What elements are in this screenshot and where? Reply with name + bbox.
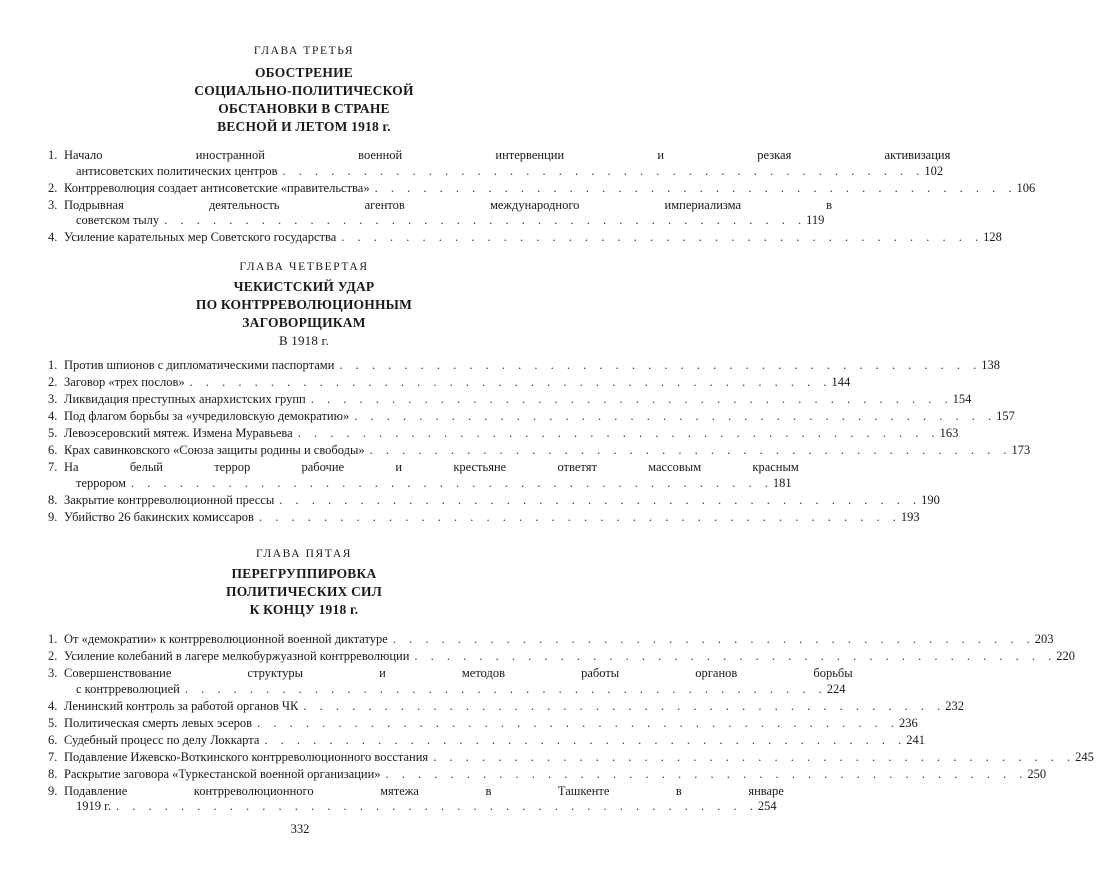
entry-number: 2. bbox=[48, 180, 58, 195]
chapter-title-line: ЧЕКИСТСКИЙ УДАР bbox=[233, 279, 375, 294]
entry-last-line bbox=[64, 358, 1013, 374]
entry-title-first-line: Подрывная деятельность агентов международного империализма в bbox=[64, 197, 833, 212]
chapter-4-entries bbox=[48, 358, 1031, 527]
toc-entry bbox=[48, 180, 1036, 197]
entry-last-line bbox=[64, 716, 931, 732]
entry-number: 2. bbox=[48, 649, 58, 663]
chapter-3-header bbox=[48, 44, 560, 136]
chapter-title-line: ЗАГОВОРЩИКАМ bbox=[242, 315, 366, 330]
chapter-title-line: ОБОСТРЕНИЕ bbox=[254, 65, 353, 80]
entry-title: Политическая смерть левых эсеров bbox=[64, 715, 253, 730]
entry-body bbox=[64, 767, 1059, 783]
toc-entry bbox=[48, 409, 1015, 425]
chapter-label: ГЛАВА ЧЕТВЕРТАЯ bbox=[239, 261, 369, 273]
entry-title-first-line: На белый террор рабочие и крестьяне ответят массовым красным bbox=[64, 460, 799, 474]
entry-title: Убийство 26 бакинских комиссаров bbox=[64, 509, 254, 524]
entry-page-number: 203 bbox=[1034, 632, 1054, 646]
entry-number: 3. bbox=[48, 197, 58, 212]
entry-last-line bbox=[64, 443, 1044, 459]
leader-dots: . . . . . . . . . . . . . . . . . . . . . . . . . . . . . . . . . . . . . . . . bbox=[374, 180, 1017, 195]
entry-body bbox=[64, 784, 790, 815]
entry-number: 7. bbox=[48, 460, 58, 474]
entry-last-line bbox=[64, 375, 864, 391]
chapter-4-header bbox=[48, 260, 560, 350]
toc-entry bbox=[48, 230, 1002, 246]
chapter-subtitle: В 1918 г. bbox=[278, 333, 330, 348]
entry-page-number: 181 bbox=[772, 475, 792, 490]
entry-page-number: 157 bbox=[996, 409, 1015, 423]
leader-dots: . . . . . . . . . . . . . . . . . . . . . . . . . . . . . . . . . . . . . . . . bbox=[339, 358, 982, 372]
chapter-title-line: ВЕСНОЙ И ЛЕТОМ 1918 г. bbox=[217, 119, 391, 134]
entry-number: 5. bbox=[48, 715, 58, 730]
entry-last-line bbox=[64, 733, 938, 749]
entry-last-line bbox=[64, 164, 956, 180]
entry-number: 3. bbox=[48, 666, 58, 680]
leader-dots: . . . . . . . . . . . . . . . . . . . . . . . . . . . . . . . . . . . . . . . . bbox=[297, 426, 940, 440]
entry-title: От «демократии» к контрреволюционной военной диктатуре bbox=[64, 632, 388, 646]
entry-body bbox=[64, 733, 938, 749]
chapter-3-entries bbox=[48, 148, 1036, 247]
leader-dots: . . . . . . . . . . . . . . . . . . . . . . . . . . . . . . . . . . . . . . . . bbox=[264, 732, 907, 747]
entry-title: с контрреволюцией bbox=[76, 681, 180, 696]
page-number: 332 bbox=[290, 822, 310, 836]
toc-entry bbox=[48, 426, 959, 442]
entry-title: Судебный процесс по делу Локкарта bbox=[64, 732, 260, 747]
leader-dots: . . . . . . . . . . . . . . . . . . . . . . . . . . . . . . . . . . . . . . . . bbox=[279, 492, 922, 507]
entry-number: 8. bbox=[48, 766, 58, 781]
toc-entry bbox=[48, 197, 833, 229]
toc-entry bbox=[48, 666, 853, 697]
toc-entry bbox=[48, 715, 918, 732]
toc-entry bbox=[48, 358, 1001, 374]
entry-page-number: 245 bbox=[1075, 749, 1094, 764]
leader-dots: . . . . . . . . . . . . . . . . . . . . . . . . . . . . . . . . . . . . . . . . bbox=[385, 766, 1028, 781]
entry-page-number: 173 bbox=[1011, 443, 1031, 457]
entry-body bbox=[64, 666, 859, 697]
leader-dots: . . . . . . . . . . . . . . . . . . . . . . . . . . . . . . . . . . . . . . . . bbox=[257, 715, 899, 730]
entry-title: террором bbox=[76, 475, 126, 490]
entry-title: Контрреволюция создает антисоветские «правительства» bbox=[64, 180, 370, 195]
entry-page-number: 154 bbox=[952, 392, 972, 406]
toc-entry bbox=[48, 732, 925, 749]
entry-title-first-line: Подавление контрреволюционного мятежа в Ташкенте в январе bbox=[64, 783, 784, 798]
entry-last-line bbox=[64, 493, 953, 509]
leader-dots: . . . . . . . . . . . . . . . . . . . . . . . . . . . . . . . . . . . . . . . . bbox=[341, 230, 984, 244]
entry-number: 9. bbox=[48, 783, 58, 798]
entry-body bbox=[64, 409, 1028, 425]
entry-last-line bbox=[64, 632, 1067, 648]
entry-last-line bbox=[64, 476, 805, 492]
entry-title: Крах савинковского «Союза защиты родины и свободы» bbox=[64, 443, 365, 457]
toc-entry bbox=[48, 509, 920, 526]
entry-title: Ликвидация преступных анархистских групп bbox=[64, 392, 306, 406]
leader-dots: . . . . . . . . . . . . . . . . . . . . . . . . . . . . . . . . . . . . . . . . bbox=[258, 509, 901, 524]
entry-number: 9. bbox=[48, 509, 58, 524]
entry-body bbox=[64, 716, 931, 732]
leader-dots: . . . . . . . . . . . . . . . . . . . . . . . . . . . . . . . . . . . . . . . . bbox=[354, 409, 997, 423]
entry-last-line bbox=[64, 682, 859, 698]
entry-title: Подавление Ижевско-Воткинского контрреволюционного восстания bbox=[64, 749, 429, 764]
entry-title: Левоэсеровский мятеж. Измена Муравьева bbox=[64, 426, 293, 440]
entry-title: Против шпионов с дипломатическими паспортами bbox=[64, 358, 335, 372]
entry-page-number: 102 bbox=[924, 163, 944, 178]
chapter-title-line: ПЕРЕГРУППИРОВКА bbox=[231, 566, 377, 581]
leader-dots: . . . . . . . . . . . . . . . . . . . . . . . . . . . . . . . . . . . . . . . . bbox=[282, 163, 925, 178]
entry-title: Усиление колебаний в лагере мелкобуржуазной контрреволюции bbox=[64, 649, 410, 663]
entry-last-line bbox=[64, 409, 1028, 425]
entry-page-number: 193 bbox=[900, 509, 920, 524]
entry-last-line bbox=[64, 767, 1059, 783]
entry-number: 4. bbox=[48, 230, 58, 244]
entry-title-first-line: Начало иностранной военной интервенции и резкая активизация bbox=[64, 148, 951, 162]
entry-number: 4. bbox=[48, 698, 58, 713]
chapter-label: ГЛАВА ПЯТАЯ bbox=[255, 548, 353, 560]
leader-dots: . . . . . . . . . . . . . . . . . . . . . . . . . . . . . . . . . . . . . . . . bbox=[414, 649, 1057, 663]
chapter-title-line: ОБСТАНОВКИ В СТРАНЕ bbox=[218, 101, 390, 116]
entry-title: Раскрытие заговора «Туркестанской военной организации» bbox=[64, 766, 381, 781]
entry-body bbox=[64, 148, 956, 179]
entry-page-number: 232 bbox=[945, 698, 964, 713]
chapter-5-header bbox=[48, 547, 560, 619]
entry-body bbox=[64, 750, 1107, 766]
entry-body bbox=[64, 426, 972, 442]
entry-last-line bbox=[64, 426, 972, 442]
entry-page-number: 250 bbox=[1027, 766, 1047, 781]
entry-last-line bbox=[64, 699, 977, 715]
entry-body bbox=[64, 699, 977, 715]
toc-entry bbox=[48, 749, 1094, 766]
toc-entry bbox=[48, 148, 951, 179]
leader-dots: . . . . . . . . . . . . . . . . . . . . . . . . . . . . . . . . . . . . . . . . bbox=[189, 375, 832, 389]
chapter-title-line: ПО КОНТРРЕВОЛЮЦИОННЫМ bbox=[195, 297, 413, 312]
leader-dots: . . . . . . . . . . . . . . . . . . . . . . . . . . . . . . . . . . . . . . . . bbox=[115, 799, 758, 813]
entry-page-number: 254 bbox=[757, 799, 777, 813]
leader-dots: . . . . . . . . . . . . . . . . . . . . . . . . . . . . . . . . . . . . . . . . bbox=[433, 749, 1076, 764]
entry-title-first-line: Совершенствование структуры и методов работы органов борьбы bbox=[64, 666, 853, 680]
entry-body bbox=[64, 632, 1067, 648]
toc-entry bbox=[48, 375, 851, 391]
chapter-5-entries bbox=[48, 632, 1094, 816]
chapter-label: ГЛАВА ТРЕТЬЯ bbox=[253, 45, 355, 57]
entry-title: Усиление карательных мер Советского государства bbox=[64, 230, 337, 244]
entry-page-number: 241 bbox=[906, 732, 925, 747]
toc-entry bbox=[48, 443, 1031, 459]
entry-number: 4. bbox=[48, 409, 58, 423]
entry-number: 1. bbox=[48, 358, 58, 372]
chapter-title-line: ПОЛИТИЧЕСКИХ СИЛ bbox=[226, 584, 382, 599]
entry-title: советском тылу bbox=[76, 213, 160, 227]
entry-page-number: 144 bbox=[831, 375, 851, 389]
entry-page-number: 106 bbox=[1016, 180, 1036, 195]
entry-page-number: 119 bbox=[806, 213, 825, 227]
entry-page-number: 236 bbox=[898, 715, 918, 730]
entry-number: 5. bbox=[48, 426, 58, 440]
entry-number: 6. bbox=[48, 443, 58, 457]
toc-entry bbox=[48, 632, 1054, 648]
entry-number: 1. bbox=[48, 148, 58, 162]
entry-last-line bbox=[64, 799, 790, 815]
entry-page-number: 163 bbox=[939, 426, 959, 440]
toc-entry bbox=[48, 766, 1047, 783]
leader-dots: . . . . . . . . . . . . . . . . . . . . . . . . . . . . . . . . . . . . . . . . bbox=[130, 475, 773, 490]
entry-body bbox=[64, 181, 1048, 197]
toc-entry bbox=[48, 392, 972, 408]
entry-number: 2. bbox=[48, 375, 58, 389]
entry-number: 7. bbox=[48, 749, 58, 764]
entry-last-line bbox=[64, 649, 1088, 665]
chapter-title-line: СОЦИАЛЬНО-ПОЛИТИЧЕСКОЙ bbox=[194, 83, 414, 98]
entry-number: 8. bbox=[48, 492, 58, 507]
entry-body bbox=[64, 198, 838, 229]
entry-last-line bbox=[64, 392, 985, 408]
entry-number: 6. bbox=[48, 732, 58, 747]
entry-title: Под флагом борьбы за «учредиловскую демократию» bbox=[64, 409, 350, 423]
entry-body bbox=[64, 649, 1088, 665]
entry-body bbox=[64, 230, 1015, 246]
entry-title: Ленинский контроль за работой органов ЧК bbox=[64, 698, 299, 713]
entry-last-line bbox=[64, 750, 1107, 766]
toc-entry bbox=[48, 460, 799, 491]
toc-entry bbox=[48, 783, 784, 815]
entry-page-number: 138 bbox=[981, 358, 1001, 372]
entry-body bbox=[64, 392, 985, 408]
entry-body bbox=[64, 375, 864, 391]
entry-page-number: 224 bbox=[826, 681, 846, 696]
leader-dots: . . . . . . . . . . . . . . . . . . . . . . . . . . . . . . . . . . . . . . . . bbox=[303, 698, 946, 713]
leader-dots: . . . . . . . . . . . . . . . . . . . . . . . . . . . . . . . . . . . . . . . . bbox=[369, 443, 1012, 457]
entry-body bbox=[64, 493, 953, 509]
entry-page-number: 128 bbox=[983, 230, 1002, 244]
toc-entry bbox=[48, 492, 940, 509]
entry-last-line bbox=[64, 213, 838, 229]
entry-title: антисоветских политических центров bbox=[76, 163, 278, 178]
entry-body bbox=[64, 443, 1044, 459]
entry-page-number: 220 bbox=[1056, 649, 1076, 663]
entry-last-line bbox=[64, 181, 1048, 197]
chapter-title-line: К КОНЦУ 1918 г. bbox=[249, 602, 359, 617]
toc-entry bbox=[48, 698, 964, 715]
entry-number: 3. bbox=[48, 392, 58, 406]
entry-body bbox=[64, 358, 1013, 374]
toc-entry bbox=[48, 649, 1076, 665]
leader-dots: . . . . . . . . . . . . . . . . . . . . . . . . . . . . . . . . . . . . . . . . bbox=[310, 392, 953, 406]
entry-page-number: 190 bbox=[921, 492, 940, 507]
leader-dots: . . . . . . . . . . . . . . . . . . . . . . . . . . . . . . . . . . . . . . . . bbox=[164, 213, 807, 227]
leader-dots: . . . . . . . . . . . . . . . . . . . . . . . . . . . . . . . . . . . . . . . . bbox=[392, 632, 1035, 646]
entry-body bbox=[64, 510, 933, 526]
leader-dots: . . . . . . . . . . . . . . . . . . . . . . . . . . . . . . . . . . . . . . . . bbox=[184, 681, 827, 696]
entry-number: 1. bbox=[48, 632, 58, 646]
entry-title: 1919 г. bbox=[76, 799, 111, 813]
entry-last-line bbox=[64, 230, 1015, 246]
entry-title: Заговор «трех послов» bbox=[64, 375, 185, 389]
entry-last-line bbox=[64, 510, 933, 526]
entry-body bbox=[64, 460, 805, 491]
entry-title: Закрытие контрреволюционной прессы bbox=[64, 492, 275, 507]
